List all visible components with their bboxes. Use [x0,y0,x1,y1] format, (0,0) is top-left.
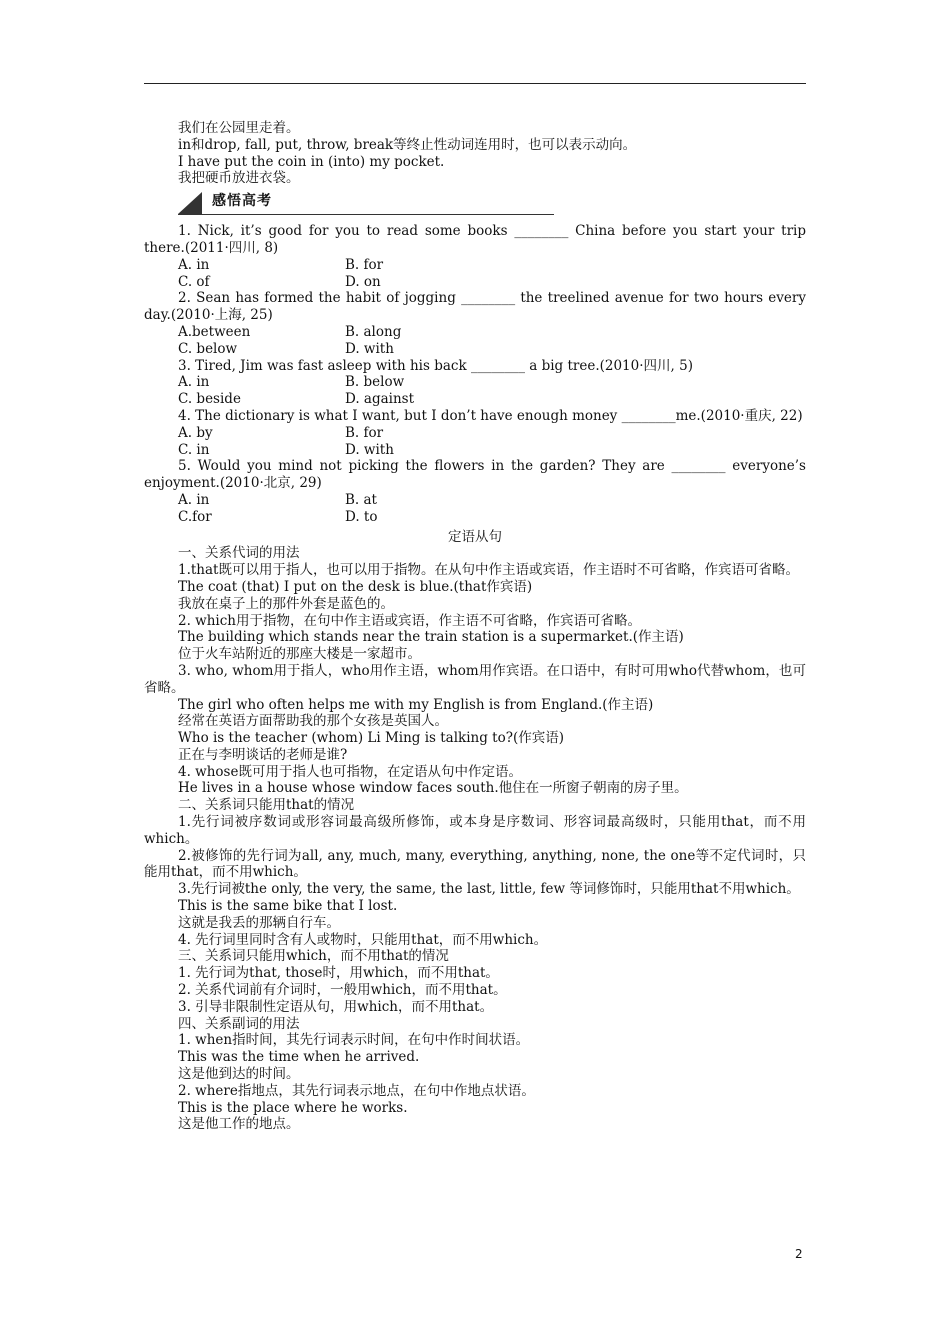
option-row [144,442,806,459]
grammar-line: 4. whose既可用于指人也可指物，在定语从句中作定语。 [178,763,522,780]
intro-line: 我把硬币放进衣袋。 [178,170,300,187]
option-row [144,274,806,291]
grammar-line: This is the place where he works. [178,1099,408,1116]
grammar-line: 2. where指地点，其先行词表示地点，在句中作地点状语。 [178,1082,535,1099]
option-choice: D. to [345,508,378,525]
grammar-line: 四、关系副词的用法 [178,1015,300,1032]
option-row [144,341,806,358]
option-row [144,425,806,442]
option-choice: A. in [178,491,210,508]
question-stem: 3. Tired, Jim was fast asleep with his back ________ a big tree.(2010·四川, 5) [178,357,693,374]
option-choice: C. beside [178,391,241,408]
section-header [178,191,554,217]
question-stem: 4. The dictionary is what I want, but I don’t have enough money ________me.(2010·重庆, 22) [178,407,803,424]
intro-line: 我们在公园里走着。 [178,120,300,136]
grammar-line: 2. which用于指物，在句中作主语或宾语，作主语不可省略，作宾语可省略。 [178,612,641,629]
option-choice: C. below [178,340,238,357]
option-choice: A. in [178,374,210,391]
grammar-line: 三、关系词只能用which，而不用that的情况 [178,948,449,965]
grammar-line: 3.先行词被the only, the very, the same, the last, little, few 等词修饰时，只能用that不用which。 [178,881,800,898]
option-row [144,324,806,341]
intro-line: I have put the coin in (into) my pocket. [178,153,445,170]
grammar-line: 这是他到达的时间。 [178,1066,300,1083]
grammar-line: The coat (that) I put on the desk is blue.(that作宾语) [178,578,533,595]
triangle-icon [178,192,202,214]
document-body [144,120,806,1133]
question-stem: 5. Would you mind not picking the flowers in the garden? They are ________ everyone’s enjoyment.(2010·北京, 29) [144,458,806,492]
grammar-line: 1.先行词被序数词或形容词最高级所修饰，或本身是序数词、形容词最高级时，只能用that，而不用which。 [144,814,806,847]
grammar-line: 3. who, whom用于指人，who用作主语，whom用作宾语。在口语中，有时可用who代替whom，也可省略。 [144,662,806,696]
intro-line: in和drop, fall, put, throw, break等终止性动词连用时，也可以表示动向。 [178,136,637,153]
option-choice: A. in [178,256,210,273]
grammar-line: 经常在英语方面帮助我的那个女孩是英国人。 [178,713,448,730]
option-choice: A.between [178,323,251,340]
question-stem: 1. Nick, it’s good for you to read some books ________ China before you start your trip there.(2011·四川, 8) [144,223,806,256]
grammar-line: 二、关系词只能用that的情况 [178,797,355,814]
grammar-line: He lives in a house whose window faces south.他住在一所窗子朝南的房子里。 [178,780,688,797]
grammar-line: 2. 关系代词前有介词时，一般用which，而不用that。 [178,982,507,999]
section-rule [178,214,554,215]
option-choice: D. against [345,391,415,408]
option-choice: C. of [178,273,210,290]
section-title: 感悟高考 [212,193,272,210]
option-choice: D. with [345,340,394,357]
option-choice: B. for [345,256,384,273]
option-row [144,257,806,274]
option-choice: D. with [345,441,394,458]
exam-questions [144,223,806,525]
option-row [144,391,806,408]
grammar-line: This is the same bike that I lost. [178,898,398,915]
intro-section [144,120,806,187]
grammar-line: This was the time when he arrived. [178,1049,420,1066]
question-stem: 2. Sean has formed the habit of jogging ________ the treelined avenue for two hours every day.(2010·上海, 25) [144,290,806,324]
grammar-line: The building which stands near the train station is a supermarket.(作主语) [178,629,684,646]
option-row [144,509,806,526]
header-rule [144,83,806,84]
option-choice: C.for [178,508,212,525]
grammar-line: 位于火车站附近的那座大楼是一家超市。 [178,646,421,663]
option-row [144,374,806,391]
grammar-line: 1. when指时间，其先行词表示时间，在句中作时间状语。 [178,1032,530,1049]
option-choice: B. at [345,491,377,508]
grammar-line: 4. 先行词里同时含有人或物时，只能用that，而不用which。 [178,931,548,948]
option-choice: C. in [178,441,210,458]
grammar-line: 一、关系代词的用法 [178,545,300,562]
page-number: 2 [795,1247,803,1261]
option-choice: A. by [178,424,213,441]
grammar-line: 正在与李明谈话的老师是谁? [178,746,348,763]
grammar-line: 这就是我丢的那辆自行车。 [178,914,340,931]
grammar-line: 这是他工作的地点。 [178,1116,300,1133]
grammar-line: 1. 先行词为that, those时，用which，而不用that。 [178,965,499,982]
grammar-title: 定语从句 [448,528,502,545]
option-choice: B. along [345,323,402,340]
grammar-line: 3. 引导非限制性定语从句，用which，而不用that。 [178,998,494,1015]
grammar-notes [144,545,806,1133]
grammar-line: 我放在桌子上的那件外套是蓝色的。 [178,595,394,612]
option-choice: B. for [345,424,384,441]
grammar-line: The girl who often helps me with my English is from England.(作主语) [178,696,654,713]
option-choice: D. on [345,273,381,290]
grammar-line: 1.that既可以用于指人，也可以用于指物。在从句中作主语或宾语，作主语时不可省略，作宾语可省略。 [178,562,799,579]
grammar-line: 2.被修饰的先行词为all, any, much, many, everything, anything, none, the one等不定代词时，只能用that，而不用which。 [144,847,806,881]
option-row [144,492,806,509]
option-choice: B. below [345,374,405,391]
grammar-line: Who is the teacher (whom) Li Ming is talking to?(作宾语) [178,730,565,747]
